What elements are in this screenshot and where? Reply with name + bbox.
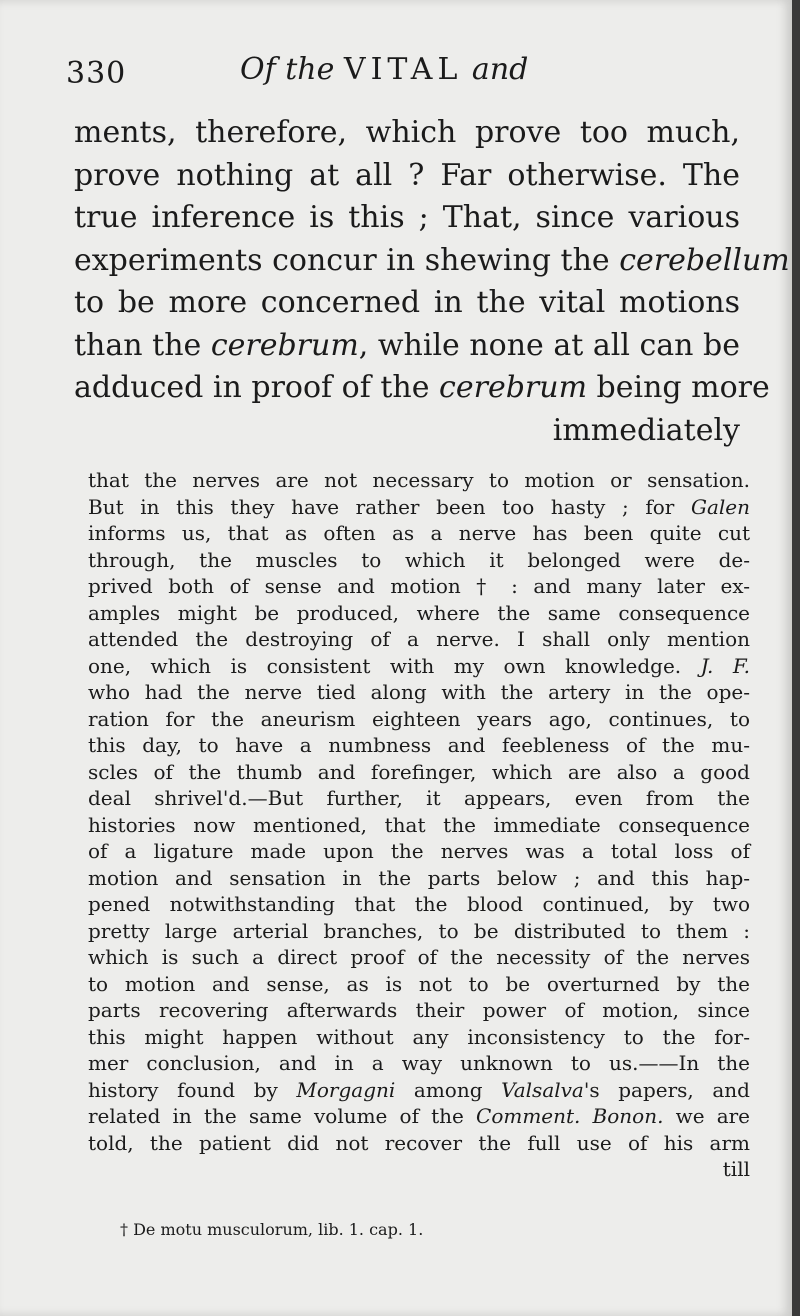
- main-text-line: [74, 197, 740, 240]
- text-segment: prove nothing at all ? Far otherwise. The: [74, 157, 740, 193]
- note-text-line: [88, 971, 750, 998]
- note-text-line: [88, 838, 750, 865]
- text-segment: adduced in proof of the: [74, 370, 440, 405]
- text-segment: parts recovering afterwards their power of motion, since: [88, 998, 750, 1022]
- text-segment: scles of the thumb and forefinger, which are also a good: [88, 759, 750, 784]
- text-segment: to motion and sense, as is not to be overturned by the: [88, 971, 750, 996]
- note-text-line: [88, 1130, 750, 1157]
- text-segment: to be more concerned in the vital motions: [74, 285, 740, 320]
- text-segment: ration for the aneurism eighteen years ago, continues, to: [88, 706, 750, 731]
- running-head-post: and: [462, 52, 529, 87]
- italic-text: J. F.: [700, 653, 750, 678]
- text-segment: prived both of sense and motion † : and many later ex-: [88, 574, 750, 598]
- text-segment: , while none at all can be: [358, 327, 740, 363]
- note-text-line: [88, 547, 750, 574]
- text-segment: that the nerves are not necessary to motion or sensation.: [88, 468, 750, 492]
- text-segment: deal shrivel'd.—But further, it appears, even from the: [88, 786, 750, 810]
- page-header: [66, 48, 746, 100]
- text-segment: attended the destroying of a nerve. I shall only mention: [88, 627, 750, 651]
- note-text-line: [88, 944, 750, 971]
- page-number: 330: [66, 56, 127, 91]
- text-segment: through, the muscles to which it belonged were de-: [88, 547, 750, 572]
- text-segment: history found by: [88, 1077, 297, 1102]
- main-text-line: [74, 367, 770, 410]
- text-segment: related in the same volume of the: [88, 1104, 477, 1128]
- running-head: [240, 52, 528, 87]
- text-segment: this might happen without any inconsistency to the for-: [88, 1024, 750, 1049]
- text-segment: pretty large arterial branches, to be distributed to them :: [88, 918, 750, 943]
- note-text-line: [88, 1077, 750, 1104]
- text-segment: pened notwithstanding that the blood continued, by two: [88, 892, 750, 916]
- text-segment: among: [395, 1077, 502, 1102]
- note-text-line: [88, 785, 750, 812]
- text-segment: informs us, that as often as a nerve has been quite cut: [88, 521, 750, 545]
- italic-text: cerebellum: [619, 242, 790, 278]
- main-text-line: [74, 112, 740, 155]
- note-text-line: [88, 626, 750, 653]
- note-text-line: [88, 679, 750, 706]
- italic-text: Valsalva: [501, 1077, 584, 1102]
- main-text-line: [74, 325, 740, 368]
- note-text-line: [88, 467, 750, 494]
- text-segment: mer conclusion, and in a way unknown to us.——In the: [88, 1051, 750, 1075]
- text-segment: than the: [74, 327, 211, 363]
- italic-text: Morgagni: [296, 1077, 396, 1102]
- text-segment: we are: [663, 1104, 751, 1128]
- text-segment: ments, therefore, which prove too much,: [74, 115, 740, 150]
- main-text-line: [74, 240, 790, 283]
- note-text-line: [88, 759, 750, 786]
- italic-text: cerebrum: [210, 327, 359, 363]
- note-text-line: [88, 600, 750, 627]
- main-text-line: [74, 282, 740, 325]
- text-segment: one, which is consistent with my own knowledge.: [88, 653, 701, 678]
- text-segment: amples might be produced, where the same consequence: [88, 600, 750, 625]
- text-segment: motion and sensation in the parts below ; and this hap-: [88, 865, 750, 890]
- text-segment: histories now mentioned, that the immediate consequence: [88, 812, 750, 837]
- note-text-line: [88, 865, 750, 892]
- note-text-line: [88, 1103, 750, 1130]
- text-segment: true inference is this ; That, since various: [74, 200, 740, 235]
- page-edge: [792, 0, 800, 1316]
- text-segment: who had the nerve tied along with the artery in the ope-: [88, 680, 750, 704]
- note-text-line: [88, 918, 750, 945]
- note-text-line: [88, 732, 750, 759]
- italic-text: Galen: [690, 494, 750, 519]
- italic-text: cerebrum: [439, 370, 588, 405]
- text-segment: But in this they have rather been too hasty ; for: [88, 494, 691, 519]
- italic-text: Comment. Bonon.: [476, 1104, 664, 1128]
- note-text-line: [88, 653, 750, 680]
- note-text-line: [88, 1024, 750, 1051]
- text-segment: this day, to have a numbness and feebleness of the mu-: [88, 733, 750, 757]
- main-catchword: immediately: [552, 412, 740, 448]
- main-text: [74, 112, 790, 452]
- text-segment: told, the patient did not recover the full use of his arm: [88, 1130, 750, 1155]
- footnote: † De motu musculorum, lib. 1. cap. 1.: [120, 1220, 424, 1239]
- main-text-line: [74, 155, 740, 198]
- text-segment: of a ligature made upon the nerves was a total loss of: [88, 839, 750, 863]
- note-text: [88, 467, 750, 1183]
- note-text-line: [88, 891, 750, 918]
- note-text-line: [88, 573, 750, 600]
- note-text-line: [88, 997, 750, 1024]
- note-text-line: [88, 1050, 750, 1077]
- running-head-pre: Of the: [240, 52, 344, 87]
- text-segment: 's papers, and: [583, 1077, 750, 1102]
- note-text-line: [88, 520, 750, 547]
- note-text-line: [88, 706, 750, 733]
- note-text-line: [88, 812, 750, 839]
- note-catchword: till: [722, 1157, 750, 1181]
- note-text-line: [88, 494, 750, 521]
- running-head-caps: VITAL: [343, 52, 463, 87]
- text-segment: which is such a direct proof of the necessity of the nerves: [88, 945, 750, 969]
- text-segment: experiments concur in shewing the: [74, 242, 620, 278]
- text-segment: being more: [587, 370, 770, 405]
